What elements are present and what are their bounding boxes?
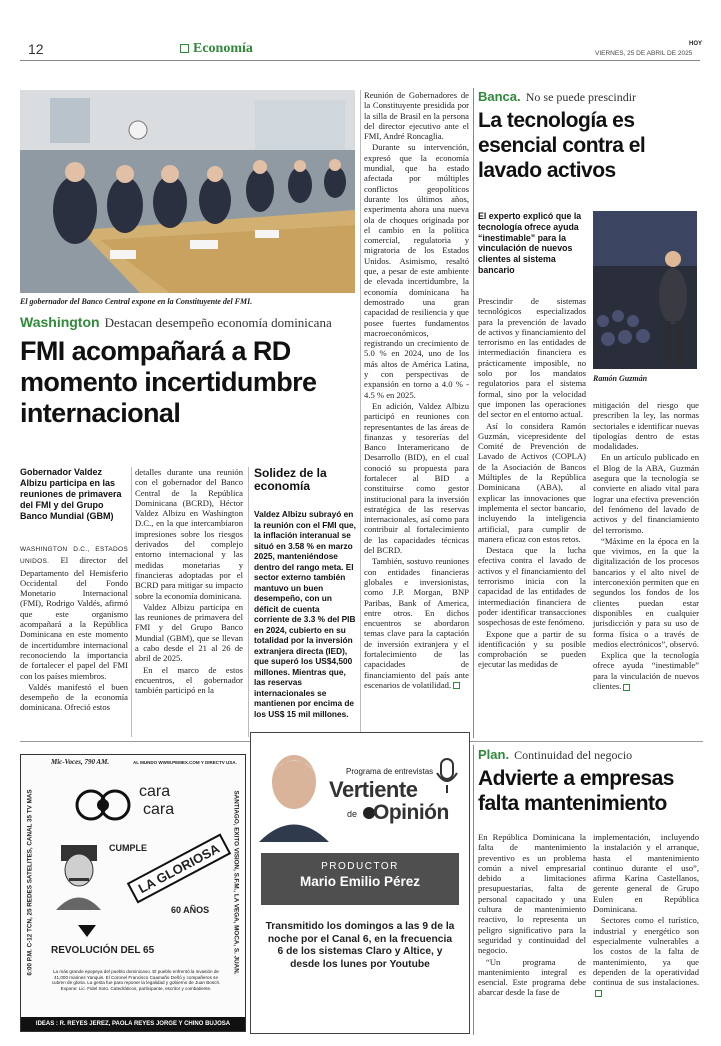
story2-col1-p4: Expone que a partir de su identificación y su posible comprobación se pueden ejecutar las medidas de (478, 628, 586, 670)
microphone-icon (433, 757, 461, 797)
story1-sidebar-title: Solidez de la economía (254, 466, 327, 493)
story1-headline: FMI acompañará a RD momento incertidumbre internacional (20, 336, 317, 428)
story2-col1 (478, 296, 586, 671)
story1-end-mark (453, 682, 460, 689)
story2-col2-p4: Explica que la tecnología ofrece ayuda “inestimable” para la vinculación de nuevos clientes. (593, 650, 699, 692)
story1-col4 (364, 90, 469, 691)
story3-col1-p2: “Un programa de mantenimiento integral es esencial. Este programa debe abarcar desde la fase de (478, 956, 586, 998)
story2-photo (593, 211, 697, 369)
ad-cara-a-cara (20, 754, 246, 1032)
story1-col2 (135, 467, 243, 697)
ad1-footer: IDEAS : R. REYES JEREZ, PAOLA REYES JORGE Y CHINO BUJOSA (21, 1017, 245, 1031)
section-title: Economía (193, 41, 253, 56)
header-rule (20, 60, 700, 61)
story2-end-mark (623, 684, 630, 691)
story1-photo-caption: El gobernador del Banco Central expone en la Constituyente del FMI. (20, 297, 253, 306)
ad1-portrait (51, 840, 106, 910)
story2-kicker-line (478, 86, 703, 105)
ad1-revolution: REVOLUCIÓN DEL 65 (51, 945, 155, 956)
story3-col1-p1: En República Dominicana la falta de mantenimiento preventivo es un problema común a nivel empresarial debido a limitaciones presupuestarias, falta de personal capacitado y una cultura de mantenimiento reactivo, lo representa un peligro significativo para la seguridad y continuidad del negocio. (478, 832, 586, 956)
ad1-arrow-icon (78, 925, 96, 937)
ad2-portrait (259, 747, 329, 842)
story3-col2-p2: Sectores como el turístico, industrial y energético son especialmente vulnerables a los costos de la falta de mantenimiento, ya que dependen de la operatividad continua de sus instalaciones. (593, 915, 699, 997)
story1-col-divider-1 (131, 467, 132, 737)
ad1-logo-line1: cara (139, 783, 171, 800)
story1-col1-p1: WASHINGTON D.C., ESTADOS UNIDOS. El director del Departamento del Hemisferio Occidental del Fondo Monetario Internacional (FMI), Rodrigo Valdés, afirmó que este organismo acompañará a la República Dominicana en este momento de incertidumbre internacional reconociendo la importancia de fortalecer el papel del FMI con los países miembros. (20, 546, 129, 681)
section-marker (180, 44, 189, 53)
story2-col1-p3: Destaca que la lucha efectiva contra el lavado de activos y el financiamiento del terrorismo inicia con la capacidad de las entidades de intermediación financiera de poder identificar transacciones sospechosas de este fenómeno. (478, 545, 586, 628)
story3-divider (473, 745, 474, 1035)
ad-vertiente-opinion (250, 732, 470, 1034)
story2-col1-p1: Prescindir de sistemas tecnológicos especializados para la prevención de lavado de activos y financiamiento del terrorismo en las entidades de intermediación financiera es prácticamente imposible, no solo por los mandatos regulatorios para el sistema formal, sino por la velocidad que imponen las operaciones del sector en el entorno actual. (478, 296, 586, 420)
story1-col2-p2: Valdez Albizu participa en las reuniones de primavera del FMI y del Grupo Banco Mundial (GBM), que se llevan a cabo desde el 21 al 26 de abril de 2025. (135, 601, 243, 664)
story2-col1-p2: Así lo considera Ramón Guzmán, vicepresidente del Comité de Prevención de Lavado de Activos (COPLA) de la Asociación de Bancos Múltiples de la República Dominicana (ABA), al explicar las innovaciones que implementa el sector bancario, incluyendo la inteligencia artificial, para cumplir de manera eficaz con estos retos. (478, 420, 586, 544)
story2-kicker: Banca. (478, 89, 521, 104)
story1-col-divider-3 (360, 90, 361, 737)
story1-sidebar (254, 467, 356, 719)
ad2-program-label: Programa de entrevistas (346, 767, 434, 776)
story1-col1 (20, 543, 128, 714)
ad2-name2: Opinión (373, 801, 449, 824)
page-date: VIERNES, 25 DE ABRIL DE 2025 (595, 50, 693, 57)
story1-kicker-sub: Destacan desempeño economía dominicana (104, 315, 332, 330)
ad1-blurb: La más grande epopeya del pueblo dominicano. El pueblo enfrentó la invasión de 41,000 marines Yanquis. El Coronel Francisco Caamaño Deñó y compañeros se cubren de gloria. La gesta fue para reponer la legalidad y gobierno de Juan Bosch. Expone: Lic. Fidel Soto. Catedráticos, participante, escritor y combatiente. (51, 969, 221, 991)
story1-col4-p2: Durante su intervención, expresó que la economía mundial, que ha estado afectada por múltiples conflictos geopolíticos durante los últimos años, experimenta ahora una nueva ola de choques originada por el cambio en la política comercial, regulatoria y migratoria de los Estados Unidos. Asimismo, resaltó que, a pesar de este ambiente de elevada incertidumbre, la economía dominicana ha demostrado una gran capacidad de resiliencia y que posee fuertes fundamentos macroeconómicos, registrando un crecimiento de 5.0 % en 2024, uno de los más altos de América Latina, y con perspectivas de expansión en torno a 4.0 % - 4.5 % en 2025. (364, 142, 469, 400)
story2-col2-p3: “Máxime en la época en la que vivimos, en la que la digitalización de los procesos bancarios y el alto nivel de interconexión permiten que en segundos los fondos de los clientes puedan estar disponibles en cualquier jurisdicción y para su uso de forma física o a través de medios electrónicos”, observó. (593, 535, 699, 649)
story2-photo-caption: Ramón Guzmán (593, 374, 648, 383)
story1-kicker: Washington (20, 314, 100, 330)
story3-kicker-sub: Continuidad del negocio (514, 748, 633, 762)
ad2-producer-label: PRODUCTOR (321, 861, 399, 872)
story1-kicker-line (20, 312, 365, 331)
story1-col2-p3: En el marco de estos encuentros, el gobernador también participó en la (135, 664, 243, 696)
story2-col2 (593, 400, 699, 692)
ad1-banner: LA GLORIOSA (127, 834, 231, 904)
story2-kicker-sub: No se puede prescindir (525, 90, 637, 104)
ad2-producer-box (261, 853, 459, 905)
story1-sidebar-text: Valdez Albizu subrayó en la reunión con el FMI que, la inflación interanual se situó en 3.58 % en marzo 2025, manteniéndose dentro del rango meta. El sector externo también mantuvo un buen desempeño, con un déficit de cuenta corriente de 3.3 % del PIB en 2024, cubierto en su totalidad por la inversión extranjera directa (IED), que superó los US$4,500 millones. Mientras que, las reservas internacionales se mantienen por encima de los US$ 15 mil millones. (254, 509, 356, 719)
story2-headline: La tecnología es esencial contra el lavado activos (478, 109, 646, 182)
ad1-top-left: Mic-Voces, 790 AM. (51, 758, 110, 766)
ad2-name2-prefix: de (347, 809, 358, 819)
story3-headline: Advierte a empresas falta mantenimiento (478, 767, 674, 815)
ad1-years: 60 AÑOS (171, 905, 210, 915)
story1-photo (20, 90, 355, 293)
story2-deck: El experto explicó que la tecnología ofrece ayuda “inestimable” para la vinculación de nuevos clientes al sistema bancario (478, 211, 582, 275)
ad2-schedule: Transmitido los domingos a las 9 de la noche por el Canal 6, en la frecuencia 6 de los sistemas Claro y Altice, y desde los lunes por Youtube (265, 921, 455, 970)
ad1-left-vertical: 6:00 P.M. C-12 TCN, 25 REDES SATELITES, CANAL 35 TV MAS (26, 789, 34, 976)
story2-col2-p1: mitigación del riesgo que prescriben la ley, las normas sectoriales e identificar nuevas tipologías dentro de estas modalidades. (593, 400, 699, 452)
story3-end-mark (595, 990, 602, 997)
story1-col-divider-2 (248, 467, 249, 737)
ad2-name1: Vertiente (329, 777, 418, 802)
story3-kicker: Plan. (478, 747, 510, 762)
story3-col2-p1: implementación, incluyendo la instalación y el arranque, hasta el mantenimiento continuo durante el uso”, afirma Karina Castellanos, gerente general de Grupo Eulen en República Dominicana. (593, 832, 699, 915)
story1-deck: Gobernador Valdez Albizu participa en las reuniones de primavera del FMI y del Grupo Banco Mundial (GBM) (20, 467, 122, 521)
ad1-top-right: AL MUNDO WWW.PEMEX.COM Y DIRECTV USA. (133, 760, 237, 765)
story3-kicker-line (478, 744, 703, 763)
story1-dateline: WASHINGTON D.C., ESTADOS UNIDOS. (20, 546, 128, 566)
story1-col4-p3: En adición, Valdez Albizu participó en reuniones con representantes de las áreas de finanzas y tesorerías del Banco Interamericano de Desarrollo (BID), en el cual conoció su propuesta para fortalecer al BID a constituirse como gestor institucional para la inversión estratégica de las reservas internacionales, así como para contribuir al fortalecimiento de las capacidades técnicas del BCRD. (364, 400, 469, 556)
story2-col2-p2: En un artículo publicado en el Blog de la ABA, Guzmán asegura que la tecnología se convierte en aliado vital para lograr una efectiva prevención del fenómeno del lavado de activos y del financiamiento del terrorismo. (593, 452, 699, 535)
story3-col2 (593, 832, 699, 999)
ad1-faces-icon (73, 785, 133, 825)
ad1-cumple: CUMPLE (109, 843, 147, 853)
story1-col4-p4: También, sostuvo reuniones con entidades financieras globales e inversionistas, como J.P. Morgan, BNP Paribas, Bank of America, entre otros. En dichos encuentros se abordaron temas clave para la captación de inversión extranjera y el fortalecimiento de las capacidades de financiamiento del país ante escenarios de volatilidad. (364, 556, 469, 690)
story1-col2-p1: detalles durante una reunión con el gobernador del Banco Central de la República Dominicana (BCRD), Héctor Valdez Albizu en Washington D.C., en la que intercambiaron impresiones sobre los riesgos derivados del complejo entorno internacional y las medidas monetarias y financieras adoptadas por el BCRD para mitigar su impacto sobre la economía dominicana. (135, 467, 243, 601)
ad2-producer-name: Mario Emilio Pérez (299, 874, 421, 889)
page-number: 12 (28, 41, 44, 57)
ad1-right-vertical: SANTIAGO, EXITO VISION, S.F.M., LA VEGA, MOCA, S. JUAN. (232, 790, 240, 975)
story1-col1-p2: Valdés manifestó el buen desempeño de la economía dominicana. Ofreció estos (20, 681, 128, 713)
ad1-logo-line2: cara (143, 801, 175, 818)
story1-col4-p1: Reunión de Gobernadores de la Constituyente presidida por la silla de Brasil en la persona del director ejecutivo ante el FMI, André Roncaglia. (364, 90, 469, 142)
story3-col1 (478, 832, 586, 999)
brand-logo: HOY (689, 41, 703, 47)
story2-divider (473, 88, 474, 738)
